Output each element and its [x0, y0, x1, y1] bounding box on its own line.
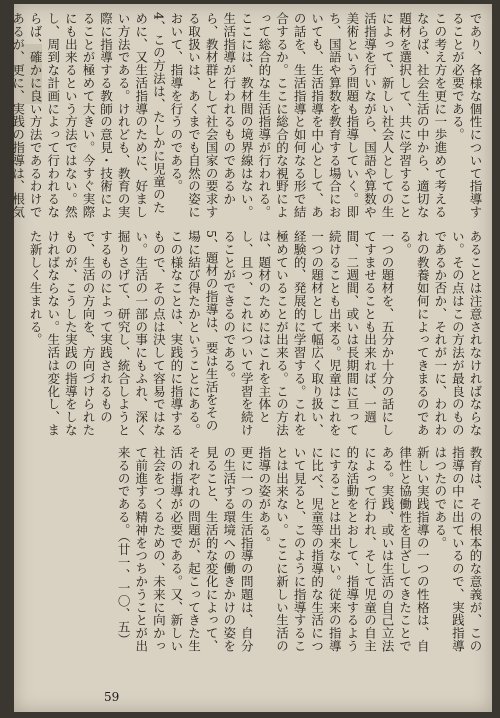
page-number: 59 — [104, 690, 120, 704]
text-tier-middle: あることは注意されなければならない。その点はこの方法が最良のものであるか否か、それが一に、われわれの教養如何によってきまるのである。 一つの題材を、五分か十分の話にしてすませることも出来れば、一週間、二週間、或いは長期間に亘って続けることも出来る。児童はこれを一つの題材として幅広く取り扱い、経験的、発展的に学習する。これを極めていることが出来る。この方法は、題材のためにはこれを主体とし、且つ、これについて学習を続けることができるのである。 5、題材の指導は、要は生活をその場に結び得たかということにある。この様なことは、実践的に指導するもので、その点は決して容易ではない。生活の一部の事にもふれ、深く掘りさげて、研究し、統合しようとするものによって実践されるもので、生活の方向を、方向づけられたものが、こうした実践の指導をしなければならない。生活は変化し、また新しく生まれる。 — [28, 230, 483, 437]
text-tier-top: であり、各様な個性について指導することが必要である。 この考え方を更に一歩進めて考えるならば、社会生活の中から、適切な題材を選択して、共に学習することによって、新しい社会人としての生活指導を行いながら、国語や算数や美術という問題も指導していく。即ち、国語や算数を教育する場合においても、生活指導を中心として、あの話を、生活指導と如何なる形で結合するか。ここに総合的な視野によって総合的な生活指導が行われる。ここには、教材間の境界線はない。生活指導が行われるものであるから、教材群として社会国家の要求する取扱いは、あくまでも自然の姿において、指導を行うのである。 4、この方法は、たしかに児童のために、又生活指導のために、好ましい方法である。けれども、教育の実際に指導する教師の意見・技術によることが極めて大きい。今すぐ実際にも出来るという方法ではない。然し、周到な計画によって行われるならば、確かに良い方法であるわけであるが、更に、実践の指導は、根気 — [10, 12, 483, 219]
text-tier-bottom: 教育は、その根本的な意義が、この指導の中に出ているので、実践指導はつたのである。 新しい実践指導の一つの性格は、自律性と協働性を目ざしてきたことである。実践、或いは生活の自己立法によって行われ、そして児童の自主的な活動をとおして、指導するようにすることは出来ない。従来の指導に比べ、児童等の指導的な生活について見ると、このように指導することは出来ない。ここに新しい生活の指導の姿がある。 更に一つの生活指導の問題は、自分の生活する環境への働きかけの姿を見ること、生活的な変化によって、それぞれの問題が、起こってきた生活の指導が必要である。又、新しい社会をつくるための、未来に向かって前進する精神をつちかうことが出来るのである。（廿一、一〇、五） — [116, 446, 483, 653]
book-page — [10, 4, 492, 712]
